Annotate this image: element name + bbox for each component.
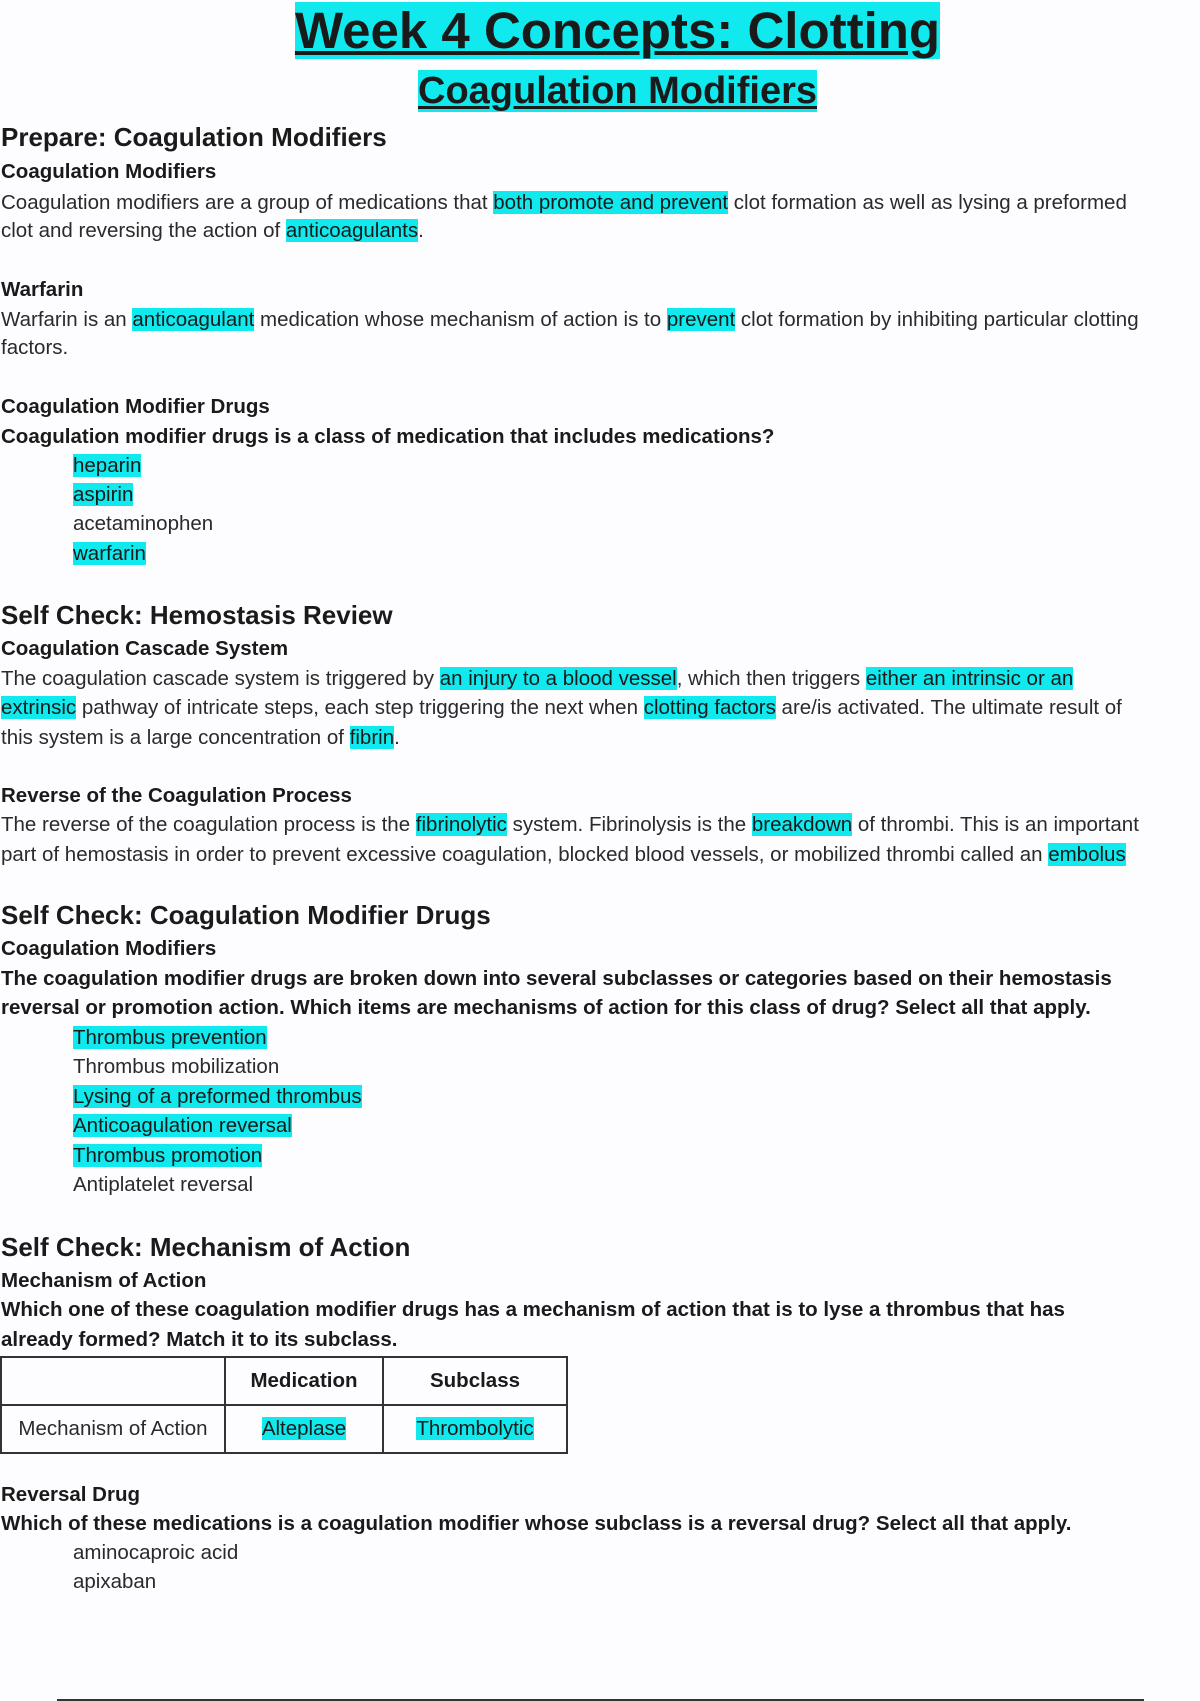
table-cell: Thrombolytic xyxy=(383,1405,567,1453)
reverse-text-line-1: The reverse of the coagulation process is the fibrinolytic system. Fibrinolysis is the breakdown of thrombi. This is an important xyxy=(1,813,1139,836)
table-header-cell: Subclass xyxy=(383,1357,567,1405)
section-heading-prepare: Prepare: Coagulation Modifiers xyxy=(1,122,387,152)
subheading-cm-drugs: Coagulation Modifiers xyxy=(1,937,217,960)
highlight: fibrinolytic xyxy=(415,813,507,836)
table-row xyxy=(1,1405,567,1453)
page-title: Week 4 Concepts: Clotting xyxy=(294,2,941,59)
highlight: extrinsic xyxy=(1,696,77,719)
cascade-text-line-3: this system is a large concentration of fibrin. xyxy=(1,726,400,749)
warfarin-text-line-1: Warfarin is an anticoagulant medication whose mechanism of action is to prevent clot formation by inhibiting particular clotting xyxy=(1,308,1139,331)
highlight: breakdown xyxy=(751,813,853,836)
cascade-text-line-2: extrinsic pathway of intricate steps, each step triggering the next when clotting factors are/is activated. The ultimate result of xyxy=(1,696,1122,719)
highlight: anticoagulants xyxy=(285,219,419,242)
table-header-row xyxy=(1,1357,567,1405)
question-cm-drugs-line-2: reversal or promotion action. Which items are mechanisms of action for this class of drug? Select all that apply. xyxy=(1,996,1091,1019)
answer-option: apixaban xyxy=(73,1570,157,1593)
question-moa-line-1: Which one of these coagulation modifier drugs has a mechanism of action that is to lyse a thrombus that has xyxy=(1,1298,1065,1321)
moa-table xyxy=(0,1356,568,1454)
table-cell: Mechanism of Action xyxy=(1,1405,225,1453)
section-heading-hemostasis: Self Check: Hemostasis Review xyxy=(1,600,393,630)
subheading-reverse-coagulation: Reverse of the Coagulation Process xyxy=(1,784,352,807)
highlight: prevent xyxy=(666,308,736,331)
table-cell: Alteplase xyxy=(225,1405,383,1453)
answer-option: Lysing of a preformed thrombus xyxy=(73,1085,362,1108)
subheading-coagulation-cascade: Coagulation Cascade System xyxy=(1,637,289,660)
answer-option: aspirin xyxy=(73,483,134,506)
section-heading-moa: Self Check: Mechanism of Action xyxy=(1,1232,411,1262)
subheading-moa: Mechanism of Action xyxy=(1,1269,207,1292)
highlight: embolus xyxy=(1048,843,1126,866)
answer-option: Antiplatelet reversal xyxy=(73,1173,254,1196)
coag-modifiers-text-line-1: Coagulation modifiers are a group of medications that both promote and prevent clot formation as well as lysing a preformed xyxy=(1,191,1127,214)
warfarin-text-line-2: factors. xyxy=(1,336,69,359)
highlight: clotting factors xyxy=(643,696,776,719)
highlight: anticoagulant xyxy=(132,308,255,331)
highlight: an injury to a blood vessel xyxy=(439,667,677,690)
question-moa-line-2: already formed? Match it to its subclass. xyxy=(1,1328,398,1351)
highlight: fibrin xyxy=(349,726,395,749)
question-cm-drugs-line-1: The coagulation modifier drugs are broken down into several subclasses or categories based on their hemostasis xyxy=(1,967,1112,990)
answer-option: Thrombus prevention xyxy=(73,1026,267,1049)
highlight: both promote and prevent xyxy=(493,191,729,214)
coag-modifiers-text-line-2: clot and reversing the action of anticoagulants. xyxy=(1,219,424,242)
question-coag-modifier-drugs: Coagulation modifier drugs is a class of medication that includes medications? xyxy=(1,425,775,448)
subheading-coag-modifier-drugs: Coagulation Modifier Drugs xyxy=(1,395,270,418)
answer-option: aminocaproic acid xyxy=(73,1541,239,1564)
answer-option: heparin xyxy=(73,454,142,477)
table-header-cell xyxy=(1,1357,225,1405)
cascade-text-line-1: The coagulation cascade system is triggered by an injury to a blood vessel, which then triggers either an intrinsic or an xyxy=(1,667,1074,690)
table-header-cell: Medication xyxy=(225,1357,383,1405)
question-reversal-drug: Which of these medications is a coagulation modifier whose subclass is a reversal drug? Select all that apply. xyxy=(1,1512,1072,1535)
answer-option: Thrombus promotion xyxy=(73,1144,263,1167)
section-heading-cm-drugs: Self Check: Coagulation Modifier Drugs xyxy=(1,900,491,930)
highlight: either an intrinsic or an xyxy=(865,667,1074,690)
subheading-warfarin: Warfarin xyxy=(1,278,84,301)
answer-option: warfarin xyxy=(73,542,146,565)
answer-option: Thrombus mobilization xyxy=(73,1055,280,1078)
subheading-reversal-drug: Reversal Drug xyxy=(1,1483,141,1506)
page-subtitle: Coagulation Modifiers xyxy=(418,70,817,112)
answer-option: acetaminophen xyxy=(73,512,214,535)
subheading-coagulation-modifiers: Coagulation Modifiers xyxy=(1,160,217,183)
reverse-text-line-2: part of hemostasis in order to prevent excessive coagulation, blocked blood vessels, or mobilized thrombi called an embolus xyxy=(1,843,1126,866)
answer-option: Anticoagulation reversal xyxy=(73,1114,292,1137)
